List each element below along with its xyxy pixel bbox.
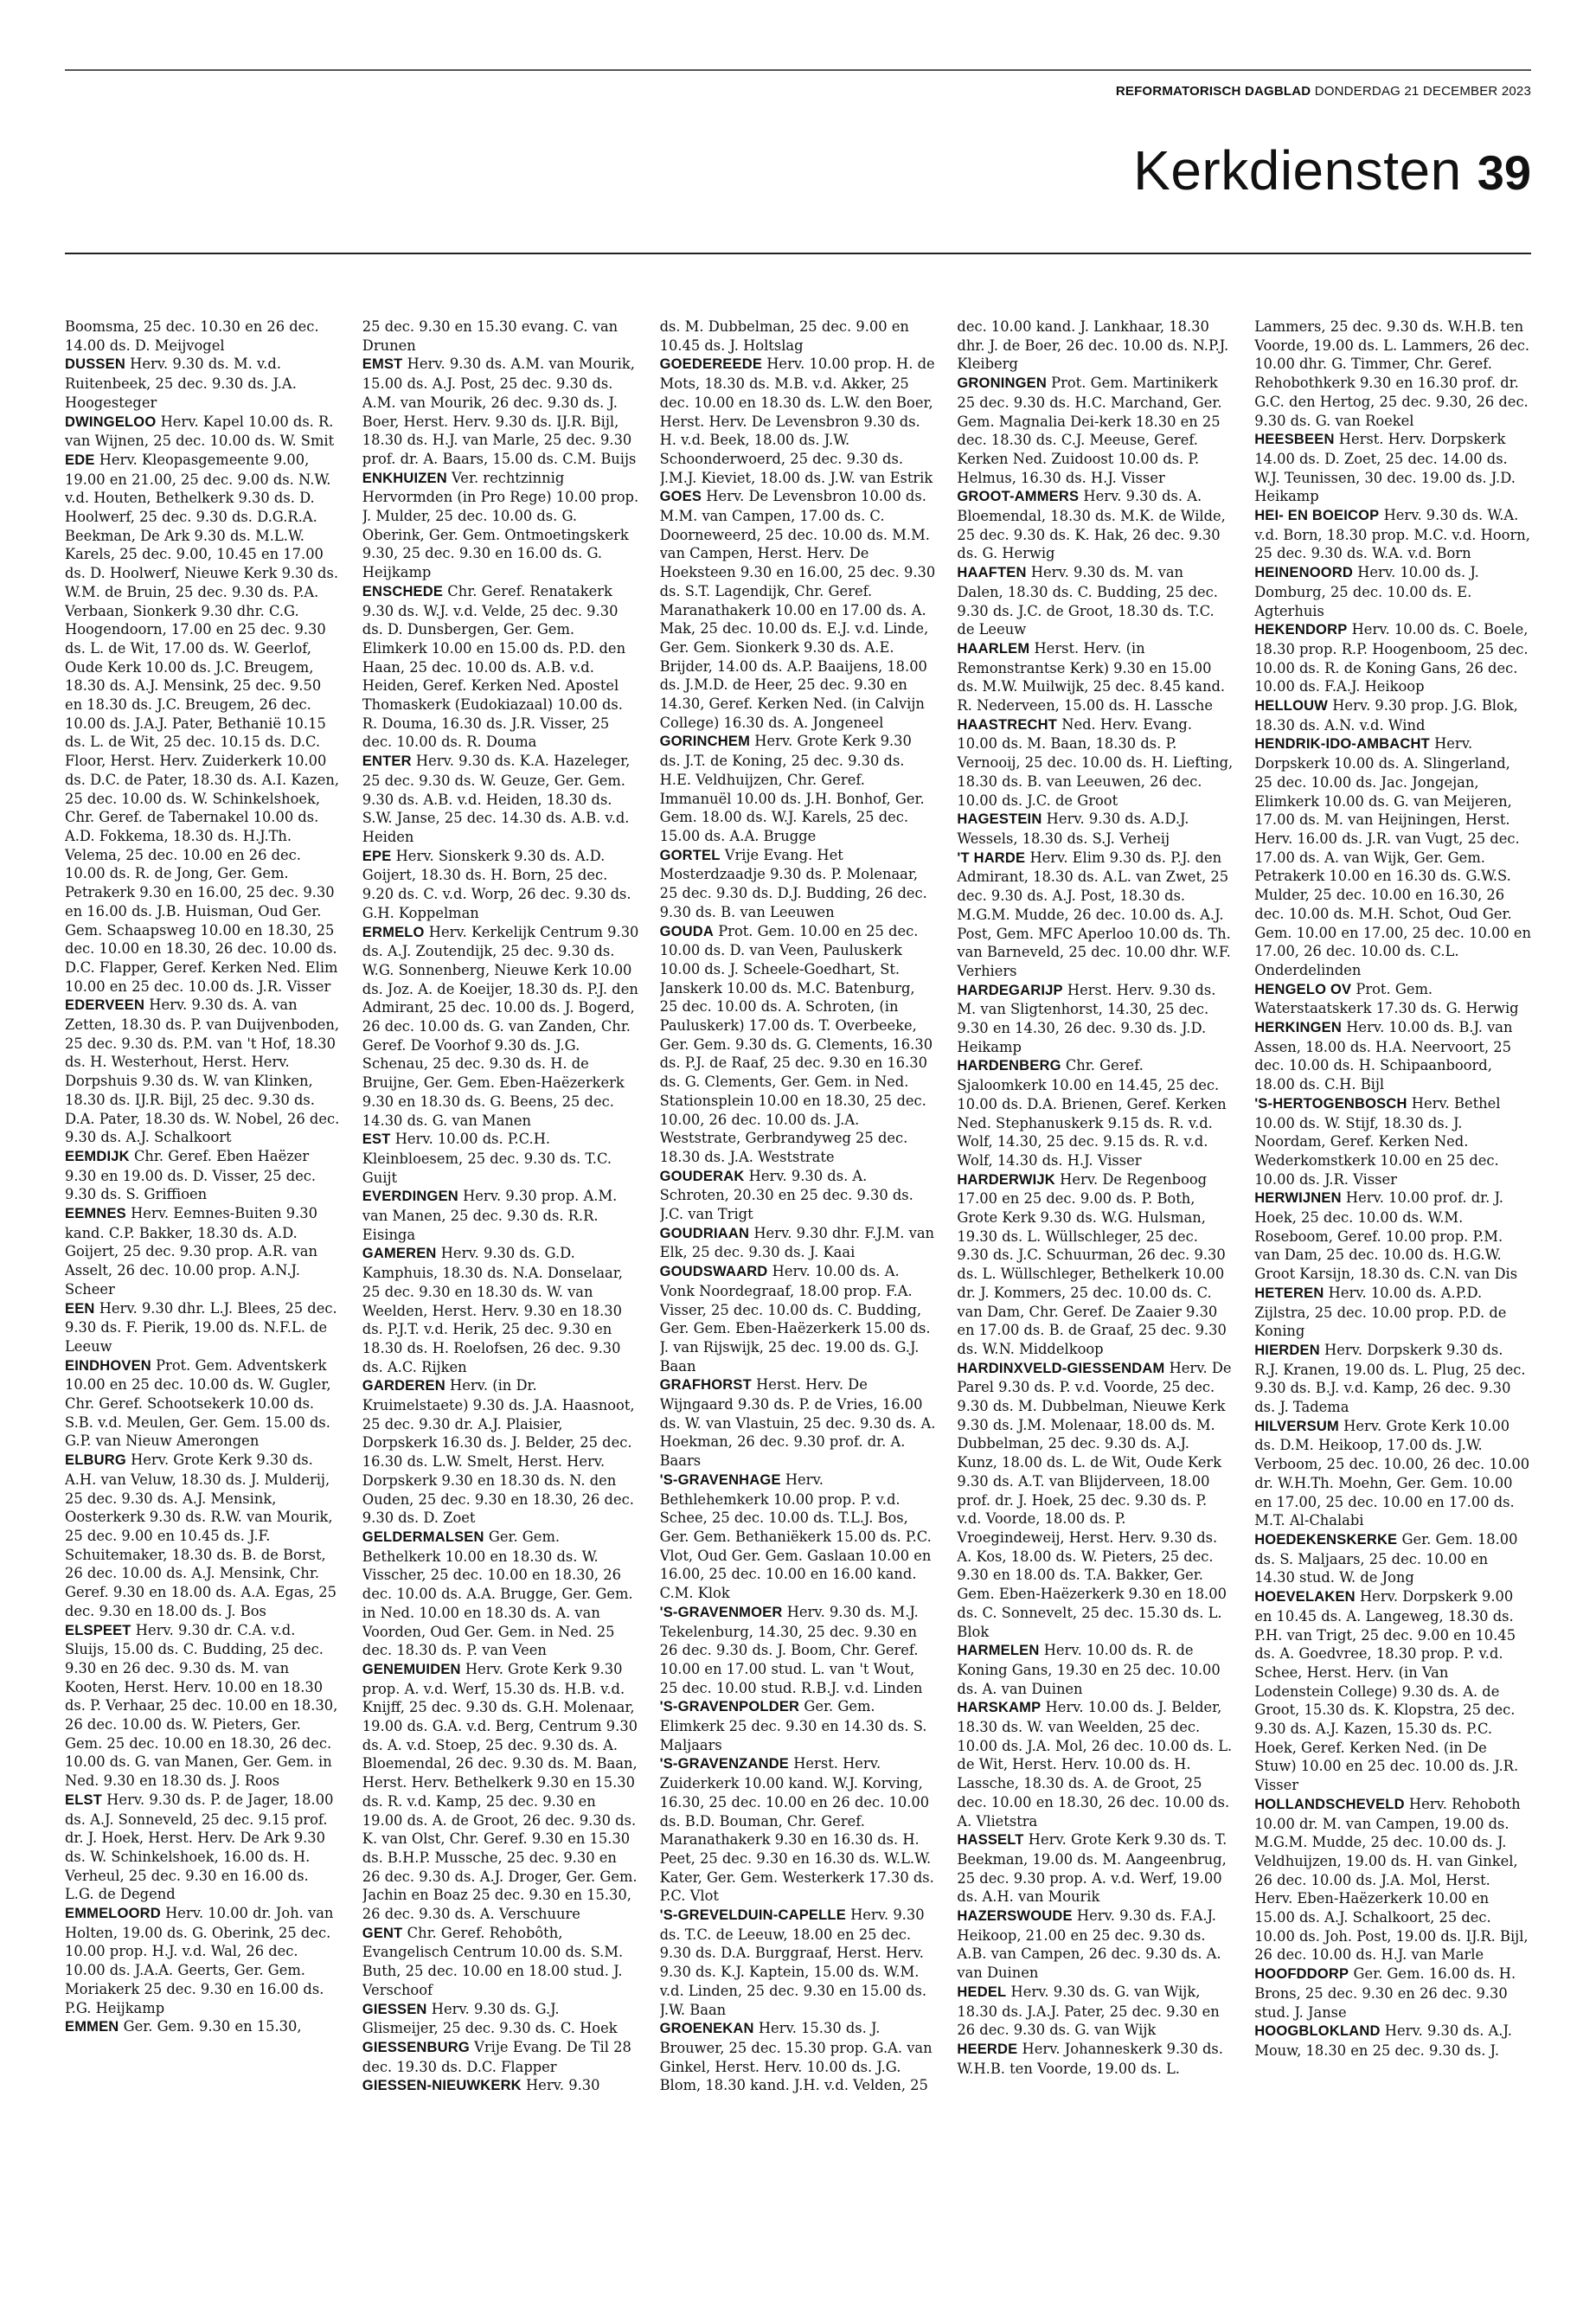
listing-entry bbox=[660, 1906, 937, 2019]
place-name: 'S-GRAVENHAGE bbox=[659, 1471, 781, 1488]
service-details: Chr. Geref. Renatakerk 9.30 ds. W.J. v.d. Velde, 25 dec. 9.30 ds. D. Dunsbergen, Ger. Gem. Elimkerk 10.00 en 15.00 ds. P.D. den Haan, 25 dec. 10.00 ds. A.B. v.d. Heiden, Geref. Kerken Ned. Apostel Thomaskerk (Eudokiazaal) 10.00 ds. R. Douma, 16.30 ds. J.R. Visser, 25 dec. 10.00 ds. R. Douma bbox=[362, 582, 626, 751]
service-details: Herv. 9.30 bbox=[525, 2077, 600, 2094]
listing-entry bbox=[362, 847, 639, 923]
service-details: Herv. 15.30 ds. J. Brouwer, 25 dec. 15.30 prop. G.A. van Ginkel, Herst. Herv. 10.00 ds. J.G. Blom, 18.30 kand. J.H. v.d. Velden, 25 bbox=[659, 2020, 933, 2094]
listing-entry bbox=[362, 1528, 639, 1660]
place-name: HOLLANDSCHEVELD bbox=[1254, 1796, 1405, 1812]
service-details: Herv. 10.00 ds. C. Boele, 18.30 prop. R.P. Hoogenboom, 25 dec. 10.00 ds. R. de Koning Gans, 26 dec. 10.00 ds. F.A.J. Heikoop bbox=[1254, 621, 1529, 695]
service-details: Chr. Geref. Eben Haëzer 9.30 en 19.00 ds. D. Visser, 25 dec. 9.30 ds. S. Griffioen bbox=[65, 1147, 317, 1203]
service-details: Herv. Kerkelijk Centrum 9.30 ds. A.J. Zoutendijk, 25 dec. 9.30 ds. W.G. Sonnenberg, Nieuwe Kerk 10.00 ds. Joz. A. de Koeijer, 18.30 ds. P.J. den Admirant, 25 dec. 10.00 ds. J. Bogerd, 26 dec. 10.00 ds. G. van Zanden, Chr. Geref. De Voorhof 9.30 ds. J.G. Schenau, 25 dec. 9.30 ds. H. de Bruijne, Ger. Gem. Eben-Haëzerkerk 9.30 en 18.30 ds. G. Beens, 25 dec. 14.30 ds. G. van Manen bbox=[362, 923, 639, 1129]
service-details: Lammers, 25 dec. 9.30 ds. W.H.B. ten Voorde, 19.00 ds. L. Lammers, 26 dec. 10.00 dhr. G. Timmer, Chr. Geref. Rehobothkerk 9.30 en 16.30 prof. dr. G.C. den Hertog, 25 dec. 9.30, 26 dec. 9.30 ds. G. van Roekel bbox=[1254, 318, 1530, 429]
place-name: ELSPEET bbox=[65, 1622, 131, 1638]
service-details: Herv. 9.30 ds. G. van Wijk, 18.30 ds. J.A.J. Pater, 25 dec. 9.30 en 26 dec. 9.30 ds. G. van Wijk bbox=[957, 1983, 1220, 2039]
place-name: ENTER bbox=[362, 753, 412, 770]
place-name: GOUDSWAARD bbox=[659, 1264, 768, 1280]
listing-entry bbox=[1254, 563, 1531, 620]
service-details: Herv. 9.30 ds. P. de Jager, 18.00 ds. A.J. Sonneveld, 25 dec. 9.15 prof. dr. J. Hoek, Herst. Herv. De Ark 9.30 ds. W. Schinkelshoek, 16.00 ds. H. Verheul, 25 dec. 9.30 en 16.00 ds. L.G. de Degend bbox=[65, 1791, 334, 1903]
listing-entry bbox=[957, 1056, 1234, 1170]
place-name: GROENEKAN bbox=[659, 2021, 754, 2037]
service-details: Herv. 10.00 ds. A.P.D. Zijlstra, 25 dec. 10.00 prop. P.D. de Koning bbox=[1254, 1284, 1507, 1340]
listing-entry bbox=[362, 752, 639, 847]
place-name: HARDENBERG bbox=[957, 1058, 1061, 1074]
listing-entry bbox=[1254, 1795, 1531, 1965]
place-name: GENT bbox=[362, 1925, 403, 1941]
service-details: Prot. Gem. Waterstaatskerk 17.30 ds. G. Herwig bbox=[1254, 980, 1519, 1017]
service-details: Prot. Gem. Martinikerk 25 dec. 9.30 ds. H.C. Marchand, Ger. Gem. Magnalia Dei-kerk 18.30 en 25 dec. 18.30 ds. C.J. Meeuse, Geref. Kerken Ned. Zuidoost 10.00 ds. P. Helmus, 16.30 ds. H.J. Visser bbox=[957, 375, 1222, 486]
listing-entry bbox=[1254, 317, 1531, 430]
service-details: Herv. 9.30 ds. A.D.J. Wessels, 18.30 ds. S.J. Verheij bbox=[957, 811, 1189, 847]
service-details: Herv. Dorpskerk 9.30 ds. R.J. Kranen, 19.00 ds. L. Plug, 25 dec. 9.30 ds. B.J. v.d. Kamp, 26 dec. 9.30 ds. J. Tadema bbox=[1254, 1341, 1526, 1416]
service-details: Herv. 10.00 ds. A. Vonk Noordegraaf, 18.00 prop. F.A. Visser, 25 dec. 10.00 ds. C. Budding, Ger. Gem. Eben-Haëzerkerk 15.00 ds. J. van Rijswijk, 25 dec. 19.00 ds. G.J. Baan bbox=[659, 1263, 931, 1375]
listing-entry bbox=[362, 1660, 639, 1924]
place-name: 'S-GREVELDUIN-CAPELLE bbox=[659, 1907, 846, 1924]
listing-entry bbox=[957, 981, 1234, 1057]
service-details: Herv. Sionskerk 9.30 ds. A.D. Goijert, 18.30 ds. H. Born, 25 dec. 9.20 ds. C. v.d. Worp, 26 dec. 9.30 ds. G.H. Koppelman bbox=[362, 847, 631, 921]
service-details: Herv. Kleopasgemeente 9.00, 19.00 en 21.00, 25 dec. 9.00 ds. N.W. v.d. Houten, Bethelkerk 9.30 ds. D. Hoolwerf, 25 dec. 9.30 ds. D.G.R.A. Beekman, De Ark 9.30 ds. M.L.W. Karels, 25 dec. 9.00, 10.45 en 17.00 ds. D. Hoolwerf, Nieuwe Kerk 9.30 ds. W.M. de Bruin, 25 dec. 9.30 ds. P.A. Verbaan, Sionkerk 9.30 dhr. C.G. Hoogendoorn, 17.00 en 25 dec. 9.30 ds. L. de Wit, 17.00 ds. W. Geerlof, Oude Kerk 10.00 ds. J.C. Breugem, 18.30 ds. A.J. Mensink, 25 dec. 9.50 en 18.30 ds. J.C. Breugem, 26 dec. 10.00 ds. J.A.J. Pater, Bethanië 10.15 ds. L. de Wit, 25 dec. 10.15 ds. D.C. Floor, Herst. Herv. Zuiderkerk 10.00 ds. D.C. de Pater, 18.30 ds. A.I. Kazen, 25 dec. 10.00 ds. W. Schinkelshoek, Chr. Geref. de Tabernakel 10.00 ds. A.D. Fokkema, 18.30 ds. H.J.Th. Velema, 25 dec. 10.00 en 26 dec. 10.00 ds. R. de Jong, Ger. Gem. Petrakerk 9.30 en 16.00, 25 dec. 9.30 en 16.00 ds. J.B. Huisman, Oud Ger. Gem. Schaapsweg 10.00 en 18.30, 25 dec. 10.00 en 18.30, 26 dec. 10.00 ds. D.C. Flapper, Geref. Kerken Ned. Elim 10.00 en 25 dec. 10.00 ds. J.R. Visser bbox=[65, 451, 340, 995]
service-details: Herv. 9.30 ds. M. v.d. Ruitenbeek, 25 dec. 9.30 ds. J.A. Hoogesteger bbox=[65, 356, 297, 411]
listing-entry bbox=[362, 1244, 639, 1376]
place-name: HEINENOORD bbox=[1254, 565, 1354, 581]
listing-column-3 bbox=[660, 317, 937, 2281]
service-details: Herv. De Parel 9.30 ds. P. v.d. Voorde, 25 dec. 9.30 ds. M. Dubbelman, Nieuwe Kerk 9.30 ds. J.M. Molenaar, 18.00 ds. M. Dubbelman, 25 dec. 9.30 ds. A.J. Kunz, 18.00 ds. L. de Wit, Oude Kerk 9.30 ds. A.T. van Blijderveen, 18.00 prof. dr. J. Hoek, 25 dec. 9.30 ds. P. v.d. Voorde, 18.00 ds. P. Vroegindeweij, Herst. Herv. 9.30 ds. A. Kos, 18.00 ds. W. Pieters, 25 dec. 9.30 en 18.00 ds. T.A. Bakker, Ger. Gem. Eben-Haëzerkerk 9.30 en 18.00 ds. C. Sonnevelt, 25 dec. 15.30 ds. L. Blok bbox=[957, 1359, 1232, 1640]
service-details: Herst. Herv. Dorpskerk 14.00 ds. D. Zoet, 25 dec. 14.00 ds. W.J. Teunissen, 30 dec. 19.00 ds. J.D. Heikamp bbox=[1254, 431, 1516, 505]
service-details: dec. 10.00 kand. J. Lankhaar, 18.30 dhr. J. de Boer, 26 dec. 10.00 ds. N.P.J. Kleiberg bbox=[957, 318, 1229, 373]
service-details: Herv. Grote Kerk 10.00 ds. D.M. Heikoop, 17.00 ds. J.W. Verboom, 25 dec. 10.00, 26 dec. 10.00 dr. W.H.Th. Moehn, Ger. Gem. 10.00 en 17.00, 25 dec. 10.00 en 17.00 ds. M.T. Al-Chalabi bbox=[1254, 1417, 1530, 1529]
service-details: Ver. rechtzinnig Hervormden (in Pro Rege) 10.00 prop. J. Mulder, 25 dec. 10.00 ds. G. Oberink, Ger. Gem. Ontmoetingskerk 9.30, 25 dec. 9.30 en 16.00 ds. G. Heijkamp bbox=[362, 469, 639, 581]
service-details: Herv. 10.00 ds. B.J. van Assen, 18.00 ds. H.A. Neervoort, 25 dec. 10.00 ds. H. Schipaanboord, 18.00 ds. C.H. Bijl bbox=[1254, 1019, 1513, 1093]
place-name: 'S-GRAVENZANDE bbox=[659, 1756, 790, 1772]
service-details: Prot. Gem. 10.00 en 25 dec. 10.00 ds. D. van Veen, Pauluskerk 10.00 ds. J. Scheele-Goedhart, St. Janskerk 10.00 ds. M.C. Batenburg, 25 dec. 10.00 ds. A. Schroten, (in Pauluskerk) 17.00 ds. T. Overbeeke, Ger. Gem. 9.30 ds. G. Clements, 16.30 ds. P.J. de Raaf, 25 dec. 9.30 en 16.30 ds. G. Clements, Ger. Gem. in Ned. Stationsplein 10.00 en 18.30, 25 dec. 10.00, 26 dec. 10.00 ds. J.A. Weststrate, Gerbrandyweg 25 dec. 18.30 ds. J.A. Weststrate bbox=[659, 922, 933, 1165]
place-name: EMMELOORD bbox=[65, 1906, 161, 1922]
place-name: GOES bbox=[659, 489, 702, 505]
service-details: Herv. Grote Kerk 9.30 ds. J.T. de Koning, 25 dec. 9.30 ds. H.E. Veldhuijzen, Chr. Geref. Immanuël 10.00 ds. J.H. Bonhof, Ger. Gem. 18.00 ds. W.J. Karels, 25 dec. 15.00 ds. A.A. Brugge bbox=[659, 733, 925, 844]
listing-entry bbox=[65, 1791, 342, 1904]
section-title: Kerkdiensten bbox=[1133, 139, 1462, 202]
place-name: HENDRIK-IDO-AMBACHT bbox=[1254, 736, 1430, 753]
listing-entry bbox=[65, 451, 342, 996]
service-details: Herv. Eemnes-Buiten 9.30 kand. C.P. Bakker, 18.30 ds. A.D. Goijert, 25 dec. 9.30 prop. A.R. van Asselt, 26 dec. 10.00 prop. A.N.J. Scheer bbox=[65, 1205, 317, 1298]
listing-entry bbox=[362, 582, 639, 752]
listing-entry bbox=[65, 2017, 342, 2037]
listing-column-1 bbox=[65, 317, 342, 2281]
listing-entry bbox=[1254, 1530, 1531, 1587]
place-name: GOUDRIAAN bbox=[659, 1225, 750, 1241]
place-name: HILVERSUM bbox=[1254, 1418, 1339, 1434]
place-name: HEKENDORP bbox=[1254, 622, 1348, 638]
service-details: Herv. 9.30 ds. A. Bloemendal, 18.30 ds. M.K. de Wilde, 25 dec. 9.30 ds. K. Hak, 26 dec. 9.30 ds. G. Herwig bbox=[957, 488, 1226, 562]
listing-entry bbox=[957, 1641, 1234, 1698]
listing-entry bbox=[65, 355, 342, 412]
place-name: HAGESTEIN bbox=[957, 811, 1042, 828]
place-name: HENGELO OV bbox=[1254, 981, 1352, 997]
service-details: Ger. Gem. 18.00 ds. S. Maljaars, 25 dec. 10.00 en 14.30 stud. W. de Jong bbox=[1254, 1531, 1518, 1586]
place-name: GORTEL bbox=[659, 847, 721, 863]
place-name: GIESSEN-NIEUWKERK bbox=[362, 2078, 522, 2094]
place-name: GIESSENBURG bbox=[362, 2039, 470, 2055]
listing-entry bbox=[660, 2019, 937, 2095]
service-details: Herv. 9.30 dr. C.A. v.d. Sluijs, 15.00 ds. C. Budding, 25 dec. 9.30 en 26 dec. 9.30 ds. M. van Kooten, Herst. Herv. 10.00 en 18.30 ds. P. Verhaar, 25 dec. 10.00 en 18.30, 26 dec. 10.00 ds. W. Pieters, Ger. Gem. 25 dec. 10.00 en 18.30, 26 dec. 10.00 ds. G. van Manen, Ger. Gem. in Ned. 9.30 en 18.30 ds. J. Roos bbox=[65, 1621, 338, 1790]
place-name: HAASTRECHT bbox=[957, 716, 1058, 733]
top-rule bbox=[65, 69, 1531, 71]
place-name: EEMDIJK bbox=[65, 1148, 130, 1164]
service-details: Vrije Evang. Het Mosterdzaadje 9.30 ds. P. Molenaar, 25 dec. 9.30 ds. D.J. Budding, 26 dec. 9.30 ds. B. van Leeuwen bbox=[659, 846, 927, 920]
place-name: GAMEREN bbox=[362, 1246, 437, 1262]
place-name: HEERDE bbox=[957, 2041, 1018, 2057]
listing-column-5 bbox=[1254, 317, 1531, 2281]
listing-entry bbox=[660, 1754, 937, 1906]
listing-entry bbox=[957, 563, 1234, 639]
listing-entry bbox=[957, 2040, 1234, 2078]
listing-entry bbox=[362, 1130, 639, 1187]
place-name: EST bbox=[362, 1131, 391, 1148]
listing-entry bbox=[957, 1907, 1234, 1983]
issue-date: DONDERDAG 21 DECEMBER 2023 bbox=[1314, 84, 1531, 99]
place-name: EDE bbox=[65, 452, 95, 468]
service-details: Herv. 10.00 prop. H. de Mots, 18.30 ds. M.B. v.d. Akker, 25 dec. 10.00 en 18.30 ds. L.W. den Boer, Herst. Herv. De Levensbron 9.30 ds. H. v.d. Beek, 18.00 ds. J.W. Schoonderwoerd, 25 dec. 9.30 ds. J.M.J. Kieviet, 18.00 ds. J.W. van Estrik bbox=[659, 356, 935, 486]
listing-entry bbox=[65, 1621, 342, 1791]
place-name: HETEREN bbox=[1254, 1285, 1324, 1301]
listing-entry bbox=[957, 487, 1234, 563]
service-details: Herv. 9.30 ds. A.J. Mouw, 18.30 en 25 dec. 9.30 ds. J. bbox=[1254, 2022, 1512, 2059]
place-name: EMMEN bbox=[65, 2019, 119, 2035]
place-name: HEI- EN BOEICOP bbox=[1254, 508, 1380, 524]
listing-entry bbox=[1254, 1284, 1531, 1341]
service-details: Herv. Bethel 10.00 ds. W. Stijf, 18.30 ds. J. Noordam, Geref. Kerken Ned. Wederkomstkerk 10.00 en 25 dec. 10.00 ds. J.R. Visser bbox=[1254, 1094, 1501, 1188]
listing-entry bbox=[65, 1299, 342, 1356]
place-name: DUSSEN bbox=[65, 356, 125, 373]
service-details: Herst. Herv. 9.30 ds. M. van Sligtenhorst, 14.30, 25 dec. 9.30 en 14.30, 26 dec. 9.30 ds. J.D. Heikamp bbox=[957, 981, 1216, 1055]
place-name: ELBURG bbox=[65, 1452, 126, 1469]
place-name: ENSCHEDE bbox=[362, 583, 444, 599]
service-details: Ned. Herv. Evang. 10.00 ds. M. Baan, 18.30 ds. P. Vernooij, 25 dec. 10.00 ds. H. Liefting, 18.30 ds. B. van Leeuwen, 26 dec. 10.00 ds. J.C. de Groot bbox=[957, 715, 1234, 809]
listing-entry bbox=[660, 1603, 937, 1698]
listing-entry bbox=[660, 1224, 937, 1262]
place-name: HERKINGEN bbox=[1254, 1020, 1342, 1036]
service-details: Ger. Gem. 16.00 ds. H. Brons, 25 dec. 9.30 en 26 dec. 9.30 stud. J. Janse bbox=[1254, 1965, 1516, 2021]
listing-entry bbox=[362, 1924, 639, 2000]
page-number: 39 bbox=[1477, 145, 1531, 200]
listing-entry bbox=[1254, 696, 1531, 734]
service-details: Herv. 9.30 prop. J.G. Blok, 18.30 ds. A.N. v.d. Wind bbox=[1254, 697, 1518, 734]
place-name: DWINGELOO bbox=[65, 413, 157, 430]
listing-entry bbox=[65, 1451, 342, 1620]
place-name: ELST bbox=[65, 1791, 102, 1808]
listing-entry bbox=[1254, 1189, 1531, 1284]
place-name: GENEMUIDEN bbox=[362, 1661, 461, 1677]
header-rule bbox=[65, 253, 1531, 254]
place-name: HARDEGARIJP bbox=[957, 982, 1063, 998]
listing-entry bbox=[362, 1376, 639, 1528]
listing-entry bbox=[65, 317, 342, 355]
section-header bbox=[1133, 138, 1531, 202]
service-details: Herv. 9.30 ds. F.A.J. Heikoop, 21.00 en 25 dec. 9.30 ds. A.B. van Campen, 26 dec. 9.30 ds. A. van Duinen bbox=[957, 1907, 1221, 1982]
newspaper-name: REFORMATORISCH DAGBLAD bbox=[1115, 84, 1311, 99]
place-name: HASSELT bbox=[957, 1832, 1024, 1849]
listing-entry bbox=[1254, 1094, 1531, 1189]
listing-entry bbox=[1254, 1018, 1531, 1094]
service-details: Herv. Grote Kerk 9.30 prop. A. v.d. Werf, 15.30 ds. H.B. v.d. Knijff, 25 dec. 9.30 ds. G.H. Molenaar, 19.00 ds. G.A. v.d. Berg, Centrum 9.30 ds. A. v.d. Stoep, 25 dec. 9.30 ds. A. Bloemendal, 26 dec. 9.30 ds. M. Baan, Herst. Herv. Bethelkerk 9.30 en 15.30 ds. R. v.d. Kamp, 25 dec. 9.30 en 19.00 ds. A. de Groot, 26 dec. 9.30 ds. K. van Olst, Chr. Geref. 9.30 en 15.30 ds. B.H.P. Mussche, 25 dec. 9.30 en 26 dec. 9.30 ds. A.J. Droger, Ger. Gem. Jachin en Boaz 25 dec. 9.30 en 15.30, 26 dec. 9.30 ds. A. Verschuure bbox=[362, 1660, 638, 1923]
listing-entry bbox=[660, 732, 937, 845]
service-details: Herv. Grote Kerk 9.30 ds. A.H. van Veluw, 18.30 ds. J. Mulderij, 25 dec. 9.30 ds. A.J. Mensink, Oosterkerk 9.30 ds. R.W. van Mourik, 25 dec. 9.00 en 10.45 ds. J.F. Schuitemaker, 18.30 ds. B. de Borst, 26 dec. 10.00 ds. A.J. Mensink, Chr. Geref. 9.30 en 18.00 ds. A.A. Egas, 25 dec. 9.30 en 18.00 ds. J. Bos bbox=[65, 1452, 337, 1619]
place-name: GOUDA bbox=[659, 923, 715, 939]
service-details: Chr. Geref. Rehobôth, Evangelisch Centrum 10.00 ds. S.M. Buth, 25 dec. 10.00 en 18.00 stud. J. Verschoof bbox=[362, 1924, 624, 1998]
service-details: Ger. Gem. Elimkerk 25 dec. 9.30 en 14.30 ds. S. Maljaars bbox=[659, 1698, 927, 1753]
service-details: ds. M. Dubbelman, 25 dec. 9.00 en 10.45 ds. J. Holtslag bbox=[659, 318, 909, 354]
service-details: Herv. 9.30 dhr. F.J.M. van Elk, 25 dec. 9.30 ds. J. Kaai bbox=[659, 1224, 935, 1261]
place-name: GORINCHEM bbox=[659, 734, 751, 750]
place-name: EEN bbox=[65, 1300, 95, 1317]
service-details: Herv. Kapel 10.00 ds. R. van Wijnen, 25 dec. 10.00 ds. W. Smit bbox=[65, 413, 335, 450]
service-details: Herv. 9.30 dhr. L.J. Blees, 25 dec. 9.30 ds. F. Pierik, 19.00 ds. N.F.L. de Leeuw bbox=[65, 1299, 337, 1355]
service-details: Herv. 9.30 ds. G.J. Glismeijer, 25 dec. 9.30 ds. C. Hoek bbox=[362, 2000, 618, 2037]
service-details: Herv. 9.30 ds. T.C. de Leeuw, 18.00 en 25 dec. 9.30 ds. D.A. Burggraaf, Herst. Herv. 9.30 ds. K.J. Kaptein, 15.00 ds. W.M. v.d. Linden, 25 dec. 9.30 en 15.00 ds. J.W. Baan bbox=[659, 1907, 927, 2018]
listing-entry bbox=[660, 1375, 937, 1471]
place-name: HOOFDDORP bbox=[1254, 1966, 1349, 1983]
listing-entry bbox=[660, 1471, 937, 1603]
listing-entry bbox=[65, 1147, 342, 1204]
place-name: HOOGBLOKLAND bbox=[1254, 2023, 1381, 2040]
service-details: Herv. Dorpskerk 10.00 ds. A. Slingerland, 25 dec. 10.00 ds. Jac. Jongejan, Elimkerk 10.00 ds. G. van Meijeren, 17.00 ds. M. van Heijningen, Herst. Herv. 16.00 ds. J.R. van Vugt, 25 dec. 17.00 ds. A. van Wijk, Ger. Gem. Petrakerk 10.00 en 16.30 ds. G.W.S. Mulder, 25 dec. 10.00 en 16.30, 26 dec. 10.00 ds. M.H. Schot, Oud Ger. Gem. 10.00 en 17.00, 25 dec. 10.00 en 17.00, 26 dec. 10.00 ds. C.L. Onderdelinden bbox=[1254, 735, 1531, 978]
listing-entry bbox=[1254, 980, 1531, 1018]
place-name: ENKHUIZEN bbox=[362, 470, 447, 486]
listing-entry bbox=[660, 846, 937, 922]
place-name: GIESSEN bbox=[362, 2001, 427, 2017]
listing-column-2 bbox=[362, 317, 639, 2281]
listing-entry bbox=[362, 469, 639, 582]
listing-entry bbox=[660, 922, 937, 1167]
listing-entry bbox=[660, 487, 937, 732]
service-details: Chr. Geref. Sjaloomkerk 10.00 en 14.45, 25 dec. 10.00 ds. D.A. Brienen, Geref. Kerken Ned. Stephanuskerk 9.15 ds. R. v.d. Wolf, 14.30, 25 dec. 9.15 ds. R. v.d. Wolf, 14.30 ds. H.J. Visser bbox=[957, 1057, 1227, 1169]
listing-entry bbox=[957, 1983, 1234, 2040]
listing-entry bbox=[957, 639, 1234, 715]
service-details: Herv. 10.00 prof. dr. J. Hoek, 25 dec. 10.00 ds. W.M. Roseboom, Geref. 10.00 prop. P.M. van Dam, 25 dec. 10.00 ds. H.G.W. Groot Karsijn, 18.30 ds. C.N. van Dis bbox=[1254, 1189, 1518, 1283]
listing-entry bbox=[1254, 1341, 1531, 1417]
place-name: EVERDINGEN bbox=[362, 1189, 458, 1205]
service-details: Herv. 9.30 ds. M.J. Tekelenburg, 14.30, 25 dec. 9.30 en 26 dec. 9.30 ds. J. Boom, Chr. Geref. 10.00 en 17.00 stud. L. van 't Wout, 25 dec. 10.00 stud. R.B.J. v.d. Linden bbox=[659, 1603, 923, 1696]
listing-entry bbox=[362, 317, 639, 355]
listing-entry bbox=[1254, 620, 1531, 696]
service-details: Herv. 9.30 prop. A.M. van Manen, 25 dec. 9.30 ds. R.R. Eisinga bbox=[362, 1188, 618, 1243]
listing-entry bbox=[660, 1697, 937, 1754]
service-details: Herv. 9.30 ds. A. Schroten, 20.30 en 25 dec. 9.30 ds. J.C. van Trigt bbox=[659, 1167, 913, 1223]
place-name: GROOT-AMMERS bbox=[957, 489, 1080, 505]
listing-entry bbox=[65, 1204, 342, 1299]
service-details: Boomsma, 25 dec. 10.30 en 26 dec. 14.00 ds. D. Meijvogel bbox=[65, 318, 319, 354]
listing-entry bbox=[362, 2038, 639, 2076]
listing-entry bbox=[957, 1830, 1234, 1907]
listing-entry bbox=[957, 810, 1234, 848]
place-name: GOEDEREEDE bbox=[659, 356, 763, 373]
place-name: EMST bbox=[362, 356, 403, 373]
listing-entry bbox=[1254, 506, 1531, 563]
place-name: HEDEL bbox=[957, 1984, 1007, 2000]
listing-entry bbox=[362, 2000, 639, 2038]
service-details: Herv. 10.00 ds. P.C.H. Kleinbloesem, 25 dec. 9.30 ds. T.C. Guijt bbox=[362, 1131, 612, 1186]
place-name: HARDERWIJK bbox=[957, 1171, 1055, 1188]
service-details: Herv. 10.00 ds. J. Domburg, 25 dec. 10.00 ds. E. Agterhuis bbox=[1254, 564, 1479, 619]
listing-entry bbox=[1254, 1587, 1531, 1795]
listing-entry bbox=[362, 1187, 639, 1244]
listing-entry bbox=[362, 2076, 639, 2096]
place-name: HIERDEN bbox=[1254, 1342, 1320, 1358]
service-details: Herst. Herv. Zuiderkerk 10.00 kand. W.J. Korving, 16.30, 25 dec. 10.00 en 26 dec. 10.00 ds. B.D. Bouman, Chr. Geref. Maranathakerk 9.30 en 16.30 ds. H. Peet, 25 dec. 9.30 en 16.30 ds. W.L.W. Kater, Ger. Gem. Westerkerk 17.30 ds. P.C. Vlot bbox=[659, 1755, 934, 1905]
place-name: 'T HARDE bbox=[957, 849, 1026, 866]
service-details: Herv. 9.30 ds. W.A. v.d. Born, 18.30 prop. M.C. v.d. Hoorn, 25 dec. 9.30 ds. W.A. v.d. Born bbox=[1254, 507, 1530, 562]
service-details: Ger. Gem. Bethelkerk 10.00 en 18.30 ds. W. Visscher, 25 dec. 10.00 en 18.30, 26 dec. 10.00 ds. A.A. Brugge, Ger. Gem. in Ned. 10.00 en 18.30 ds. A. van Voorden, Oud Ger. Gem. in Ned. 25 dec. 18.30 ds. P. van Veen bbox=[362, 1529, 633, 1659]
place-name: EEMNES bbox=[65, 1206, 126, 1222]
church-service-listings bbox=[65, 317, 1531, 2281]
place-name: EPE bbox=[362, 848, 392, 864]
place-name: HAARLEM bbox=[957, 640, 1030, 657]
service-details: Herv. Rehoboth 10.00 dr. M. van Campen, 19.00 ds. M.G.M. Mudde, 25 dec. 10.00 ds. J. Veldhuijzen, 19.00 ds. H. van Ginkel, 26 dec. 10.00 ds. J.A. Mol, Herst. Herv. Eben-Haëzerkerk 10.00 en 15.00 ds. A.J. Schalkoort, 25 dec. 10.00 ds. Joh. Post, 19.00 ds. IJ.R. Bijl, 26 dec. 10.00 ds. H.J. van Marle bbox=[1254, 1795, 1529, 1964]
place-name: HAZERSWOUDE bbox=[957, 1908, 1073, 1925]
listing-entry bbox=[957, 715, 1234, 811]
listing-entry bbox=[660, 355, 937, 487]
place-name: 'S-HERTOGENBOSCH bbox=[1254, 1095, 1407, 1112]
place-name: GOUDERAK bbox=[659, 1168, 745, 1184]
service-details: Herv. 10.00 dr. Joh. van Holten, 19.00 ds. G. Oberink, 25 dec. 10.00 prop. H.J. v.d. Wal, 26 dec. 10.00 ds. J.A.A. Geerts, Ger. Gem. Moriakerk 25 dec. 9.30 en 16.00 ds. P.G. Heijkamp bbox=[65, 1905, 334, 2016]
place-name: 'S-GRAVENPOLDER bbox=[659, 1699, 800, 1715]
service-details: Herv. Elim 9.30 ds. P.J. den Admirant, 18.30 ds. A.L. van Zwet, 25 dec. 9.30 ds. A.J. Post, 18.30 ds. M.G.M. Mudde, 26 dec. 10.00 ds. A.J. Post, Gem. MFC Aperloo 10.00 ds. Th. van Barneveld, 25 dec. 10.00 dhr. W.F. Verhiers bbox=[957, 849, 1231, 979]
listing-entry bbox=[362, 355, 639, 468]
place-name: GRAFHORST bbox=[659, 1377, 752, 1394]
listing-entry bbox=[957, 1698, 1234, 1830]
place-name: EDERVEEN bbox=[65, 997, 145, 1014]
service-details: Herv. Dorpskerk 9.00 en 10.45 ds. A. Langeweg, 18.30 ds. P.H. van Trigt, 25 dec. 9.00 en 10.45 ds. A. Goedvree, 18.30 prop. P. v.d. Schee, Herst. Herv. (in Van Lodenstein College) 9.30 ds. A. de Groot, 15.30 ds. K. Klopstra, 25 dec. 9.30 ds. A.J. Kazen, 15.30 ds. P.C. Hoek, Geref. Kerken Ned. (in De Stuw) 10.00 en 25 dec. 10.00 ds. J.R. Visser bbox=[1254, 1588, 1519, 1794]
listing-entry bbox=[957, 1359, 1234, 1642]
listing-entry bbox=[1254, 1965, 1531, 2022]
place-name: HARMELEN bbox=[957, 1643, 1040, 1659]
service-details: Herv. 9.30 ds. M. van Dalen, 18.30 ds. C. Budding, 25 dec. 9.30 ds. J.C. de Groot, 18.30 ds. T.C. de Leeuw bbox=[957, 564, 1218, 638]
service-details: Prot. Gem. Adventskerk 10.00 en 25 dec. 10.00 ds. W. Gugler, Chr. Geref. Schootsekerk 10.00 ds. S.B. v.d. Meulen, Ger. Gem. 15.00 ds. G.P. van Nieuw Amerongen bbox=[65, 1356, 331, 1450]
listing-entry bbox=[65, 413, 342, 451]
service-details: Herst. Herv. (in Remonstrantse Kerk) 9.30 en 15.00 ds. M.W. Muilwijk, 25 dec. 8.45 kand. R. Nederveen, 15.00 ds. H. Lassche bbox=[957, 639, 1226, 715]
listing-entry bbox=[660, 1262, 937, 1375]
listing-entry bbox=[65, 1904, 342, 2017]
listing-entry bbox=[957, 317, 1234, 374]
place-name: EINDHOVEN bbox=[65, 1357, 151, 1374]
service-details: Herv. 9.30 ds. K.A. Hazeleger, 25 dec. 9.30 ds. W. Geuze, Ger. Gem. 9.30 ds. A.B. v.d. Heiden, 18.30 ds. S.W. Janse, 25 dec. 14.30 ds. A.B. v.d. Heiden bbox=[362, 753, 631, 845]
place-name: HAAFTEN bbox=[957, 565, 1027, 581]
place-name: ERMELO bbox=[362, 924, 425, 940]
service-details: Herv. 9.30 ds. A. van Zetten, 18.30 ds. P. van Duijvenboden, 25 dec. 9.30 ds. P.M. van 't Hof, 18.30 ds. H. Westerhout, Herst. Herv. Dorpshuis 9.30 ds. W. van Klinken, 18.30 ds. IJ.R. Bijl, 25 dec. 9.30 ds. D.A. Pater, 18.30 ds. W. Nobel, 26 dec. 9.30 ds. A.J. Schalkoort bbox=[65, 997, 340, 1146]
service-details: Vrije Evang. De Til 28 dec. 19.30 ds. D.C. Flapper bbox=[362, 2038, 631, 2075]
listing-entry bbox=[1254, 1417, 1531, 1530]
listing-entry bbox=[65, 1356, 342, 1452]
listing-entry bbox=[660, 317, 937, 355]
service-details: Herv. De Regenboog 17.00 en 25 dec. 9.00 ds. P. Both, Grote Kerk 9.30 ds. W.G. Hulsman, 19.30 ds. L. Wüllschleger, 25 dec. 9.30 ds. J.C. Schuurman, 26 dec. 9.30 ds. L. Wüllschleger, Bethelkerk 10.00 dr. J. Kommers, 25 dec. 10.00 ds. C. van Dam, Chr. Geref. De Zaaier 9.30 en 17.00 ds. B. de Graaf, 25 dec. 9.30 ds. W.N. Middelkoop bbox=[957, 1170, 1227, 1357]
service-details: Herv. De Levensbron 10.00 ds. M.M. van Campen, 17.00 ds. C. Doorneweerd, 25 dec. 10.00 ds. M.M. van Campen, Herst. Herv. De Hoeksteen 9.30 en 16.00, 25 dec. 9.30 ds. S.T. Lagendijk, Chr. Geref. Maranathakerk 10.00 en 17.00 ds. A. Mak, 25 dec. 10.00 ds. E.J. v.d. Linde, Ger. Gem. Sionkerk 9.30 ds. A.E. Brijder, 14.00 ds. A.P. Baaijens, 18.00 ds. J.M.D. de Heer, 25 dec. 9.30 en 14.30, Geref. Kerken Ned. (in Calvijn College) 16.30 ds. A. Jongeneel bbox=[659, 488, 936, 731]
place-name: GRONINGEN bbox=[957, 375, 1047, 392]
service-details: Herv. 10.00 ds. J. Belder, 18.30 ds. W. van Weelden, 25 dec. 10.00 ds. J.A. Mol, 26 dec. 10.00 ds. L. de Wit, Herst. Herv. 10.00 ds. H. Lassche, 18.30 ds. A. de Groot, 25 dec. 10.00 en 18.30, 26 dec. 10.00 ds. A. Vlietstra bbox=[957, 1699, 1233, 1830]
listing-entry bbox=[957, 374, 1234, 487]
service-details: Herv. 10.00 ds. R. de Koning Gans, 19.30 en 25 dec. 10.00 ds. A. van Duinen bbox=[957, 1642, 1221, 1697]
service-details: Herv. (in Dr. Kruimelstaete) 9.30 ds. J.A. Haasnoot, 25 dec. 9.30 dr. A.J. Plaisier, Dorpskerk 16.30 ds. J. Belder, 25 dec. 16.30 ds. L.W. Smelt, Herst. Herv. Dorpskerk 9.30 en 18.30 ds. N. den Ouden, 25 dec. 9.30 en 18.30, 26 dec. 9.30 ds. D. Zoet bbox=[362, 1377, 635, 1527]
service-details: Herv. 9.30 ds. A.M. van Mourik, 15.00 ds. A.J. Post, 25 dec. 9.30 ds. A.M. van Mourik, 26 dec. 9.30 ds. J. Boer, Herst. Herv. 9.30 ds. IJ.R. Bijl, 18.30 ds. H.J. van Marle, 25 dec. 9.30 prof. dr. A. Baars, 15.00 ds. C.M. Buijs bbox=[362, 356, 637, 467]
masthead bbox=[1116, 84, 1531, 99]
service-details: Herv. Grote Kerk 9.30 ds. T. Beekman, 19.00 ds. M. Aangeenbrug, 25 dec. 9.30 prop. A. v.d. Werf, 19.00 ds. A.H. van Mourik bbox=[957, 1831, 1227, 1906]
place-name: HERWIJNEN bbox=[1254, 1190, 1342, 1207]
place-name: HOEVELAKEN bbox=[1254, 1589, 1356, 1606]
listing-entry bbox=[362, 923, 639, 1131]
place-name: 'S-GRAVENMOER bbox=[659, 1604, 783, 1620]
place-name: HEESBEEN bbox=[1254, 432, 1335, 448]
place-name: HARSKAMP bbox=[957, 1700, 1042, 1716]
place-name: GELDERMALSEN bbox=[362, 1529, 484, 1545]
service-details: 25 dec. 9.30 en 15.30 evang. C. van Drunen bbox=[362, 318, 619, 354]
listing-entry bbox=[957, 1170, 1234, 1359]
service-details: Ger. Gem. 9.30 en 15.30, bbox=[123, 2018, 302, 2035]
service-details: Herv. Bethlehemkerk 10.00 prop. P. v.d. Schee, 25 dec. 10.00 ds. T.L.J. Bos, Ger. Gem. Bethaniëkerk 15.00 ds. P.C. Vlot, Oud Ger. Gem. Gaslaan 10.00 en 16.00, 25 dec. 10.00 en 16.00 kand. C.M. Klok bbox=[659, 1471, 932, 1602]
listing-column-4 bbox=[957, 317, 1234, 2281]
place-name: HARDINXVELD-GIESSENDAM bbox=[957, 1360, 1165, 1376]
service-details: Herst. Herv. De Wijngaard 9.30 ds. P. de Vries, 16.00 ds. W. van Vlastuin, 25 dec. 9.30 ds. A. Hoekman, 26 dec. 9.30 prof. dr. A. Baars bbox=[659, 1376, 936, 1470]
service-details: Herv. Johanneskerk 9.30 ds. W.H.B. ten Voorde, 19.00 ds. L. bbox=[957, 2040, 1223, 2077]
service-details: Herv. 9.30 ds. G.D. Kamphuis, 18.30 ds. N.A. Donselaar, 25 dec. 9.30 en 18.30 ds. W. van Weelden, Herst. Herv. 9.30 en 18.30 ds. P.J.T. v.d. Herik, 25 dec. 9.30 en 18.30 ds. H. Roelofsen, 26 dec. 9.30 ds. A.C. Rijken bbox=[362, 1245, 623, 1375]
listing-entry bbox=[1254, 430, 1531, 506]
listing-entry bbox=[660, 1167, 937, 1224]
listing-entry bbox=[1254, 2022, 1531, 2060]
place-name: GARDEREN bbox=[362, 1378, 445, 1394]
listing-entry bbox=[957, 849, 1234, 981]
place-name: HOEDEKENSKERKE bbox=[1254, 1532, 1398, 1548]
listing-entry bbox=[65, 996, 342, 1147]
listing-entry bbox=[1254, 734, 1531, 979]
place-name: HELLOUW bbox=[1254, 698, 1328, 715]
